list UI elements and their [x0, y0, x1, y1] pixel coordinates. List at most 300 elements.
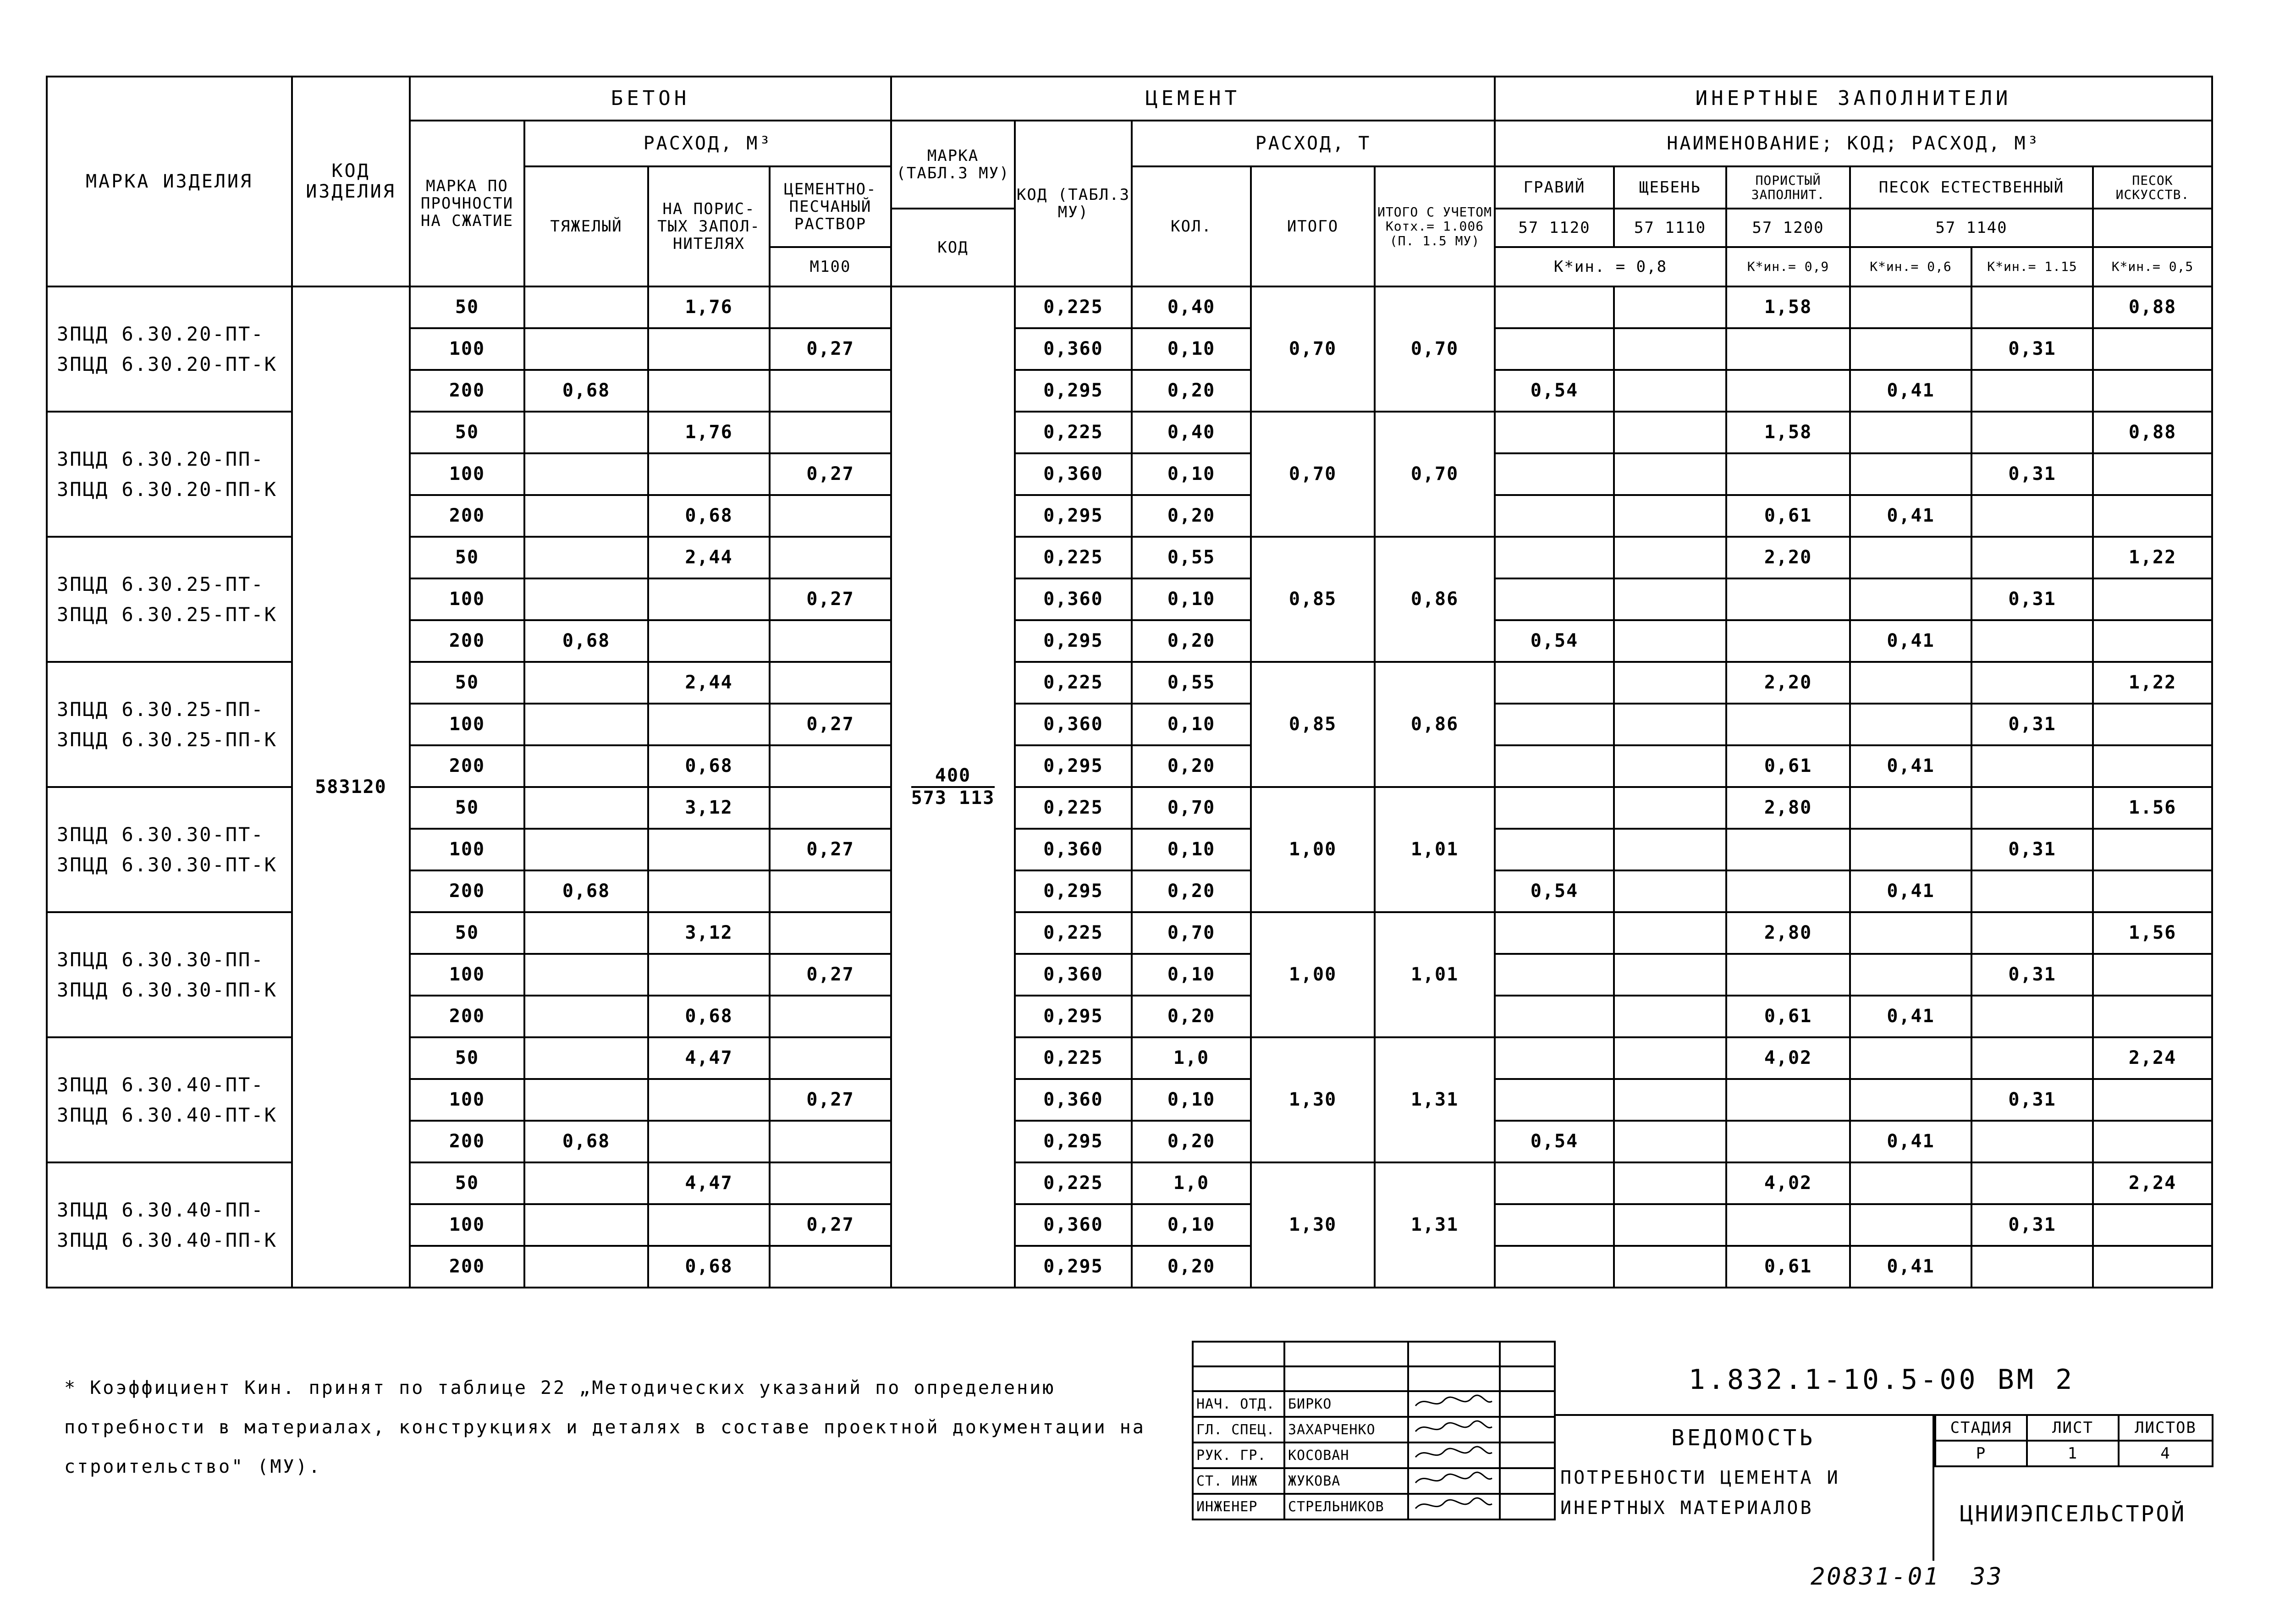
header-beton: БЕТОН [410, 77, 891, 121]
materials-table [46, 76, 2213, 1288]
sand-artificial-cell: 0,88 [2093, 412, 2212, 453]
crushed-cell [1614, 745, 1726, 787]
sand-natural-cell [1850, 578, 1971, 620]
cement-mark-code-value: 573 113 [911, 787, 995, 809]
cement-code-cell: 0,360 [1015, 328, 1132, 370]
sand-artificial-cell [2093, 495, 2212, 537]
cement-sand-cell [770, 1162, 891, 1204]
cement-sand-cell: 0,27 [770, 829, 891, 870]
k-sand-natural-2: К*ин.= 1.15 [1971, 247, 2093, 286]
sand-artificial-cell [2093, 954, 2212, 996]
heavy-cell [524, 1037, 648, 1079]
cement-sand-cell [770, 787, 891, 829]
product-mark [47, 286, 292, 412]
cement-sand-cell: 0,27 [770, 328, 891, 370]
porous-cell: 4,47 [648, 1037, 770, 1079]
cement-code-cell: 0,360 [1015, 829, 1132, 870]
stamp-name: КОСОВАН [1284, 1442, 1408, 1468]
porous-cell [648, 453, 770, 495]
art-sand-code [2093, 209, 2212, 247]
crushed-cell [1614, 870, 1726, 912]
product-mark-line: ЗПЦД 6.30.20-ПТ- [57, 323, 264, 346]
cement-qty-cell: 0,20 [1132, 870, 1251, 912]
document-subtitle: ПОТРЕБНОСТИ ЦЕМЕНТА И ИНЕРТНЫХ МАТЕРИАЛОВ [1560, 1467, 1840, 1519]
gravel-cell [1495, 1246, 1614, 1288]
heavy-cell [524, 954, 648, 996]
porous-cell: 2,44 [648, 662, 770, 704]
strength-cell: 200 [410, 1246, 524, 1288]
stamp-role: СТ. ИНЖ [1193, 1468, 1284, 1494]
strength-cell: 50 [410, 912, 524, 954]
cement-qty-cell: 0,20 [1132, 1121, 1251, 1162]
sand-natural-cell [1850, 912, 1971, 954]
strength-cell: 100 [410, 1079, 524, 1121]
sand-natural-cell: 0,41 [1850, 1121, 1971, 1162]
stamp-name: ЗАХАРЧЕНКО [1284, 1417, 1408, 1442]
sand-artificial-cell [2093, 1246, 2212, 1288]
product-mark-line: ЗПЦД 6.30.30-ПП-К [57, 978, 277, 1001]
sand-natural-cell: 0,41 [1850, 620, 1971, 662]
cement-code-cell: 0,360 [1015, 1079, 1132, 1121]
porous-fill-cell: 2,80 [1726, 787, 1850, 829]
sand-code: 57 1140 [1850, 209, 2093, 247]
sheets-value: 4 [2119, 1441, 2213, 1466]
stamp-row [1193, 1494, 1555, 1519]
product-mark-line: ЗПЦД 6.30.40-ПП-К [57, 1228, 277, 1251]
gravel-cell [1495, 704, 1614, 745]
cement-qty-cell: 0,20 [1132, 745, 1251, 787]
cement-mark-value: 400 [911, 765, 995, 788]
sand-artificial-cell: 0,88 [2093, 286, 2212, 328]
crushed-code: 57 1110 [1614, 209, 1726, 247]
gravel-cell [1495, 1079, 1614, 1121]
cement-sand-cell [770, 870, 891, 912]
signature-mark [1412, 1392, 1494, 1412]
sand-natural-cell: 0,41 [1850, 745, 1971, 787]
stamp-row [1193, 1468, 1555, 1494]
product-mark [47, 1162, 292, 1288]
sand-natural-k-cell [1971, 1121, 2093, 1162]
sand-natural-k-cell: 0,31 [1971, 1204, 2093, 1246]
cement-sand-cell [770, 1246, 891, 1288]
cement-sand-cell [770, 370, 891, 412]
cement-qty-cell: 0,10 [1132, 453, 1251, 495]
strength-cell: 200 [410, 370, 524, 412]
cement-qty-cell: 0,55 [1132, 662, 1251, 704]
heavy-cell [524, 996, 648, 1037]
gravel-cell: 0,54 [1495, 1121, 1614, 1162]
stamp-row [1193, 1391, 1555, 1417]
stamp-date [1500, 1391, 1555, 1417]
sand-natural-k-cell [1971, 787, 2093, 829]
cement-sand-cell [770, 412, 891, 453]
sand-natural-k-cell [1971, 870, 2093, 912]
cement-total-cell: 1,00 [1251, 787, 1375, 912]
product-mark-line: ЗПЦД 6.30.40-ПТ-К [57, 1103, 277, 1126]
crushed-cell [1614, 620, 1726, 662]
product-mark-line: ЗПЦД 6.30.25-ПП-К [57, 728, 277, 751]
sand-artificial-cell: 2,24 [2093, 1037, 2212, 1079]
header-qty: КОЛ. [1132, 166, 1251, 286]
cement-code-cell: 0,295 [1015, 620, 1132, 662]
cement-total-k-cell: 0,70 [1375, 412, 1495, 537]
header-inert: ИНЕРТНЫЕ ЗАПОЛНИТЕЛИ [1495, 77, 2212, 121]
stamp-name: ЖУКОВА [1284, 1468, 1408, 1494]
porous-fill-cell [1726, 1079, 1850, 1121]
product-mark-line: ЗПЦД 6.30.20-ПП-К [57, 478, 277, 501]
sand-artificial-cell [2093, 829, 2212, 870]
product-mark-line: ЗПЦД 6.30.30-ПТ- [57, 823, 264, 846]
sheet-label: ЛИСТ [2027, 1415, 2119, 1441]
sand-natural-cell [1850, 412, 1971, 453]
sand-artificial-cell [2093, 870, 2212, 912]
header-strength: МАРКА ПО ПРОЧНОСТИ НА СЖАТИЕ [410, 121, 524, 286]
cement-code-cell: 0,225 [1015, 286, 1132, 328]
cement-code-cell: 0,225 [1015, 662, 1132, 704]
cement-code-cell: 0,360 [1015, 578, 1132, 620]
sand-natural-cell: 0,41 [1850, 495, 1971, 537]
strength-cell: 100 [410, 954, 524, 996]
heavy-cell [524, 1246, 648, 1288]
stamp-name: СТРЕЛЬНИКОВ [1284, 1494, 1408, 1519]
cement-total-cell: 1,30 [1251, 1162, 1375, 1288]
header-porous: НА ПОРИС-ТЫХ ЗАПОЛ-НИТЕЛЯХ [648, 166, 770, 286]
cement-sand-cell [770, 537, 891, 578]
header-sand-natural: ПЕСОК ЕСТЕСТВЕННЫЙ [1850, 166, 2093, 209]
sand-natural-k-cell: 0,31 [1971, 578, 2093, 620]
crushed-cell [1614, 954, 1726, 996]
sand-artificial-cell [2093, 1204, 2212, 1246]
header-heavy: ТЯЖЕЛЫЙ [524, 166, 648, 286]
sand-artificial-cell [2093, 1079, 2212, 1121]
strength-cell: 100 [410, 829, 524, 870]
porous-cell [648, 328, 770, 370]
strength-cell: 50 [410, 412, 524, 453]
cement-qty-cell: 0,70 [1132, 912, 1251, 954]
sand-natural-cell: 0,41 [1850, 1246, 1971, 1288]
sand-artificial-cell: 1,22 [2093, 537, 2212, 578]
porous-fill-cell: 0,61 [1726, 996, 1850, 1037]
sand-natural-cell [1850, 787, 1971, 829]
sand-natural-k-cell [1971, 912, 2093, 954]
cement-qty-cell: 0,20 [1132, 1246, 1251, 1288]
cement-qty-cell: 0,70 [1132, 787, 1251, 829]
sand-artificial-cell: 1,56 [2093, 912, 2212, 954]
header-cement-mark: МАРКА (ТАБЛ.3 МУ) [891, 121, 1015, 209]
stamp-role: ИНЖЕНЕР [1193, 1494, 1284, 1519]
header-inert-names: НАИМЕНОВАНИЕ; КОД; РАСХОД, М³ [1495, 121, 2212, 166]
gravel-cell [1495, 412, 1614, 453]
sand-natural-k-cell: 0,31 [1971, 954, 2093, 996]
gravel-cell [1495, 996, 1614, 1037]
porous-fill-cell: 2,20 [1726, 662, 1850, 704]
product-mark-line: ЗПЦД 6.30.25-ПТ-К [57, 603, 277, 626]
product-code: 583120 [292, 286, 410, 1288]
cement-total-k-cell: 0,86 [1375, 537, 1495, 662]
gravel-cell [1495, 453, 1614, 495]
sand-natural-cell [1850, 1162, 1971, 1204]
product-mark [47, 912, 292, 1037]
sand-natural-cell [1850, 662, 1971, 704]
k-sand-natural: К*ин.= 0,6 [1850, 247, 1971, 286]
porous-fill-cell [1726, 453, 1850, 495]
header-cement-mark-code: КОД [891, 209, 1015, 286]
heavy-cell [524, 537, 648, 578]
sand-natural-k-cell [1971, 620, 2093, 662]
strength-cell: 100 [410, 328, 524, 370]
sand-natural-k-cell [1971, 745, 2093, 787]
sand-natural-k-cell: 0,31 [1971, 829, 2093, 870]
heavy-cell [524, 787, 648, 829]
crushed-cell [1614, 787, 1726, 829]
porous-fill-cell [1726, 620, 1850, 662]
gravel-code: 57 1120 [1495, 209, 1614, 247]
table-row [47, 286, 2212, 328]
porous-fill-cell [1726, 578, 1850, 620]
sand-natural-cell [1850, 286, 1971, 328]
cement-total-cell: 1,30 [1251, 1037, 1375, 1162]
cement-sand-cell [770, 912, 891, 954]
sand-artificial-cell: 2,24 [2093, 1162, 2212, 1204]
crushed-cell [1614, 996, 1726, 1037]
cement-total-cell: 0,85 [1251, 662, 1375, 787]
heavy-cell: 0,68 [524, 870, 648, 912]
gravel-cell [1495, 495, 1614, 537]
cement-code-cell: 0,295 [1015, 996, 1132, 1037]
cement-mark-cell [891, 286, 1015, 1288]
sand-natural-k-cell [1971, 537, 2093, 578]
cement-code-cell: 0,225 [1015, 1162, 1132, 1204]
organization: ЦНИИЭПСЕЛЬСТРОЙ [1960, 1501, 2186, 1527]
footnote: * Коэффициент Кин. принят по таблице 22 „Методических указаний по определению потребности в материалах, конструкциях и деталях в составе проектной документации на строительство" (МУ). [64, 1377, 1145, 1477]
porous-cell [648, 1121, 770, 1162]
header-cement-consumption: РАСХОД, Т [1132, 121, 1495, 166]
porous-cell [648, 829, 770, 870]
header-total-k: ИТОГО С УЧЕТОМ Котх.= 1.006 (П. 1.5 МУ) [1375, 166, 1495, 286]
sand-artificial-cell [2093, 704, 2212, 745]
sand-artificial-cell: 1.56 [2093, 787, 2212, 829]
gravel-cell: 0,54 [1495, 370, 1614, 412]
signature [1408, 1442, 1500, 1468]
sand-natural-cell [1850, 1204, 1971, 1246]
cement-total-k-cell: 1,01 [1375, 787, 1495, 912]
sand-natural-cell: 0,41 [1850, 370, 1971, 412]
porous-fill-cell: 4,02 [1726, 1162, 1850, 1204]
cement-qty-cell: 1,0 [1132, 1037, 1251, 1079]
signature-mark [1412, 1469, 1494, 1489]
cement-code-cell: 0,225 [1015, 1037, 1132, 1079]
strength-cell: 50 [410, 537, 524, 578]
cement-qty-cell: 0,10 [1132, 1204, 1251, 1246]
stamp-name: БИРКО [1284, 1391, 1408, 1417]
porous-cell: 3,12 [648, 912, 770, 954]
porous-fill-cell [1726, 954, 1850, 996]
cement-code-cell: 0,225 [1015, 912, 1132, 954]
strength-cell: 50 [410, 662, 524, 704]
crushed-cell [1614, 1037, 1726, 1079]
cement-sand-cell [770, 1121, 891, 1162]
crushed-cell [1614, 704, 1726, 745]
stamp-date [1500, 1468, 1555, 1494]
signature-mark [1412, 1443, 1494, 1464]
cement-code-cell: 0,295 [1015, 495, 1132, 537]
product-mark-line: ЗПЦД 6.30.20-ПП- [57, 448, 264, 471]
cement-qty-cell: 0,40 [1132, 412, 1251, 453]
sand-natural-k-cell: 0,31 [1971, 453, 2093, 495]
strength-cell: 100 [410, 1204, 524, 1246]
cement-code-cell: 0,360 [1015, 1204, 1132, 1246]
product-mark [47, 412, 292, 537]
sand-natural-k-cell [1971, 286, 2093, 328]
product-mark-line: ЗПЦД 6.30.25-ПТ- [57, 573, 264, 596]
crushed-cell [1614, 495, 1726, 537]
crushed-cell [1614, 1079, 1726, 1121]
signature [1408, 1468, 1500, 1494]
sand-natural-cell [1850, 1037, 1971, 1079]
porous-cell: 0,68 [648, 996, 770, 1037]
cement-sand-cell [770, 286, 891, 328]
sand-natural-k-cell [1971, 996, 2093, 1037]
crushed-cell [1614, 1121, 1726, 1162]
gravel-cell [1495, 1162, 1614, 1204]
crushed-cell [1614, 829, 1726, 870]
heavy-cell [524, 745, 648, 787]
porous-fill-cell [1726, 1204, 1850, 1246]
porous-cell: 1,76 [648, 412, 770, 453]
porous-cell: 4,47 [648, 1162, 770, 1204]
heavy-cell [524, 1204, 648, 1246]
heavy-cell [524, 1162, 648, 1204]
header-porous-fill: ПОРИСТЫЙ ЗАПОЛНИТ. [1726, 166, 1850, 209]
heavy-cell [524, 286, 648, 328]
sand-natural-k-cell [1971, 412, 2093, 453]
header-cement-code: КОД (ТАБЛ.3 МУ) [1015, 121, 1132, 286]
sand-natural-cell [1850, 328, 1971, 370]
cement-code-cell: 0,225 [1015, 537, 1132, 578]
cement-sand-cell: 0,27 [770, 1079, 891, 1121]
porous-fill-cell: 0,61 [1726, 495, 1850, 537]
header-sand-artificial: ПЕСОК ИСКУССТВ. [2093, 166, 2212, 209]
gravel-cell [1495, 912, 1614, 954]
sand-natural-k-cell [1971, 1037, 2093, 1079]
cement-qty-cell: 0,20 [1132, 620, 1251, 662]
cement-sand-cell: 0,27 [770, 954, 891, 996]
crushed-cell [1614, 286, 1726, 328]
signature [1408, 1494, 1500, 1519]
sand-natural-k-cell: 0,31 [1971, 1079, 2093, 1121]
sand-artificial-cell [2093, 453, 2212, 495]
heavy-cell: 0,68 [524, 1121, 648, 1162]
approval-stamp [1192, 1341, 1556, 1520]
product-mark-line: ЗПЦД 6.30.40-ПТ- [57, 1073, 264, 1096]
header-beton-consumption: РАСХОД, М³ [524, 121, 891, 166]
crushed-cell [1614, 1204, 1726, 1246]
cement-sand-cell: 0,27 [770, 578, 891, 620]
stamp-row [1193, 1417, 1555, 1442]
sand-natural-k-cell: 0,31 [1971, 328, 2093, 370]
porous-fill-cell [1726, 829, 1850, 870]
cement-qty-cell: 0,40 [1132, 286, 1251, 328]
strength-cell: 50 [410, 286, 524, 328]
cement-code-cell: 0,360 [1015, 954, 1132, 996]
porous-cell [648, 1079, 770, 1121]
cement-qty-cell: 0,10 [1132, 578, 1251, 620]
product-mark-line: ЗПЦД 6.30.25-ПП- [57, 698, 264, 721]
header-cement: ЦЕМЕНТ [891, 77, 1495, 121]
cement-total-cell: 0,85 [1251, 537, 1375, 662]
strength-cell: 100 [410, 704, 524, 745]
porous-cell: 0,68 [648, 1246, 770, 1288]
product-mark [47, 537, 292, 662]
sand-natural-k-cell: 0,31 [1971, 704, 2093, 745]
cement-code-cell: 0,295 [1015, 1121, 1132, 1162]
porous-fill-cell [1726, 1121, 1850, 1162]
product-mark [47, 1037, 292, 1162]
cement-code-cell: 0,295 [1015, 870, 1132, 912]
heavy-cell [524, 912, 648, 954]
cement-sand-cell [770, 996, 891, 1037]
sand-natural-k-cell [1971, 370, 2093, 412]
k-sand-artificial: К*ин.= 0,5 [2093, 247, 2212, 286]
crushed-cell [1614, 412, 1726, 453]
crushed-cell [1614, 578, 1726, 620]
cement-sand-cell [770, 495, 891, 537]
cement-qty-cell: 0,20 [1132, 370, 1251, 412]
sand-natural-cell [1850, 954, 1971, 996]
cement-code-cell: 0,295 [1015, 1246, 1132, 1288]
porous-cell [648, 954, 770, 996]
cement-total-cell: 0,70 [1251, 412, 1375, 537]
cement-code-cell: 0,360 [1015, 453, 1132, 495]
sheet-info [1934, 1414, 2213, 1467]
archive-number: 20831-01 [1811, 1563, 1940, 1591]
cement-sand-cell: 0,27 [770, 704, 891, 745]
heavy-cell [524, 412, 648, 453]
header-mark: МАРКА ИЗДЕЛИЯ [47, 77, 292, 286]
porous-cell: 3,12 [648, 787, 770, 829]
cement-qty-cell: 0,10 [1132, 1079, 1251, 1121]
crushed-cell [1614, 662, 1726, 704]
gravel-cell: 0,54 [1495, 870, 1614, 912]
cement-code-cell: 0,225 [1015, 787, 1132, 829]
header-crushed: ЩЕБЕНЬ [1614, 166, 1726, 209]
document-title-block [1554, 1414, 1934, 1561]
cement-total-k-cell: 0,70 [1375, 286, 1495, 412]
porous-fill-cell [1726, 370, 1850, 412]
k-porous: К*ин.= 0,9 [1726, 247, 1850, 286]
sheet-value: 1 [2027, 1441, 2119, 1466]
cement-qty-cell: 1,0 [1132, 1162, 1251, 1204]
sand-natural-k-cell [1971, 1162, 2093, 1204]
header-total: ИТОГО [1251, 166, 1375, 286]
signature-mark [1412, 1495, 1494, 1515]
porous-cell [648, 1204, 770, 1246]
porous-fill-cell: 2,20 [1726, 537, 1850, 578]
crushed-cell [1614, 370, 1726, 412]
porous-cell [648, 578, 770, 620]
strength-cell: 100 [410, 453, 524, 495]
gravel-cell [1495, 662, 1614, 704]
gravel-cell [1495, 578, 1614, 620]
stamp-date [1500, 1442, 1555, 1468]
heavy-cell [524, 704, 648, 745]
page-number: 33 [1971, 1563, 2004, 1591]
cement-code-cell: 0,295 [1015, 745, 1132, 787]
cement-qty-cell: 0,10 [1132, 328, 1251, 370]
porous-cell: 2,44 [648, 537, 770, 578]
stage-label: СТАДИЯ [1935, 1415, 2027, 1441]
sand-artificial-cell [2093, 578, 2212, 620]
